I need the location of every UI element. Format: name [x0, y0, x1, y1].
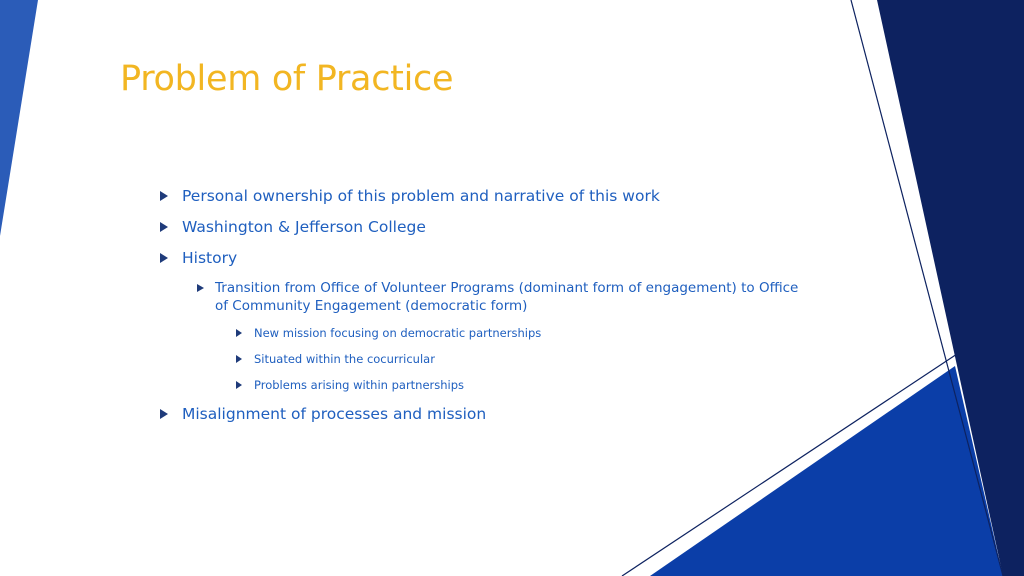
sub-sub-bullet-item [236, 378, 464, 392]
bullet-item [160, 217, 426, 237]
bullet-text: Washington & Jefferson College [182, 218, 426, 236]
bullet-arrow-icon [160, 222, 168, 232]
bullet-item [160, 248, 237, 268]
bullet-arrow-icon [236, 355, 242, 363]
bullet-text: History [182, 249, 238, 267]
bullet-arrow-icon [160, 253, 168, 263]
bullet-text: Transition from Office of Volunteer Programs (dominant form of engagement) to Office of Community Engagement (democratic form) [215, 280, 799, 314]
bullet-item [160, 404, 486, 424]
slide-title: Problem of Practice [120, 59, 454, 99]
bullet-arrow-icon [236, 381, 242, 389]
bullet-text: Misalignment of processes and mission [182, 405, 487, 423]
bullet-item [160, 186, 660, 206]
bullet-arrow-icon [197, 284, 204, 292]
sub-bullet-item [197, 279, 807, 315]
bullet-text: Personal ownership of this problem and narrative of this work [182, 187, 660, 205]
bullet-arrow-icon [160, 191, 168, 201]
bullet-text: Situated within the cocurricular [254, 352, 435, 366]
sub-sub-bullet-item [236, 326, 541, 340]
bullet-arrow-icon [160, 409, 168, 419]
bullet-text: New mission focusing on democratic partnerships [254, 326, 542, 340]
bullet-text: Problems arising within partnerships [254, 378, 465, 392]
bullet-arrow-icon [236, 329, 242, 337]
sub-sub-bullet-item [236, 352, 435, 366]
